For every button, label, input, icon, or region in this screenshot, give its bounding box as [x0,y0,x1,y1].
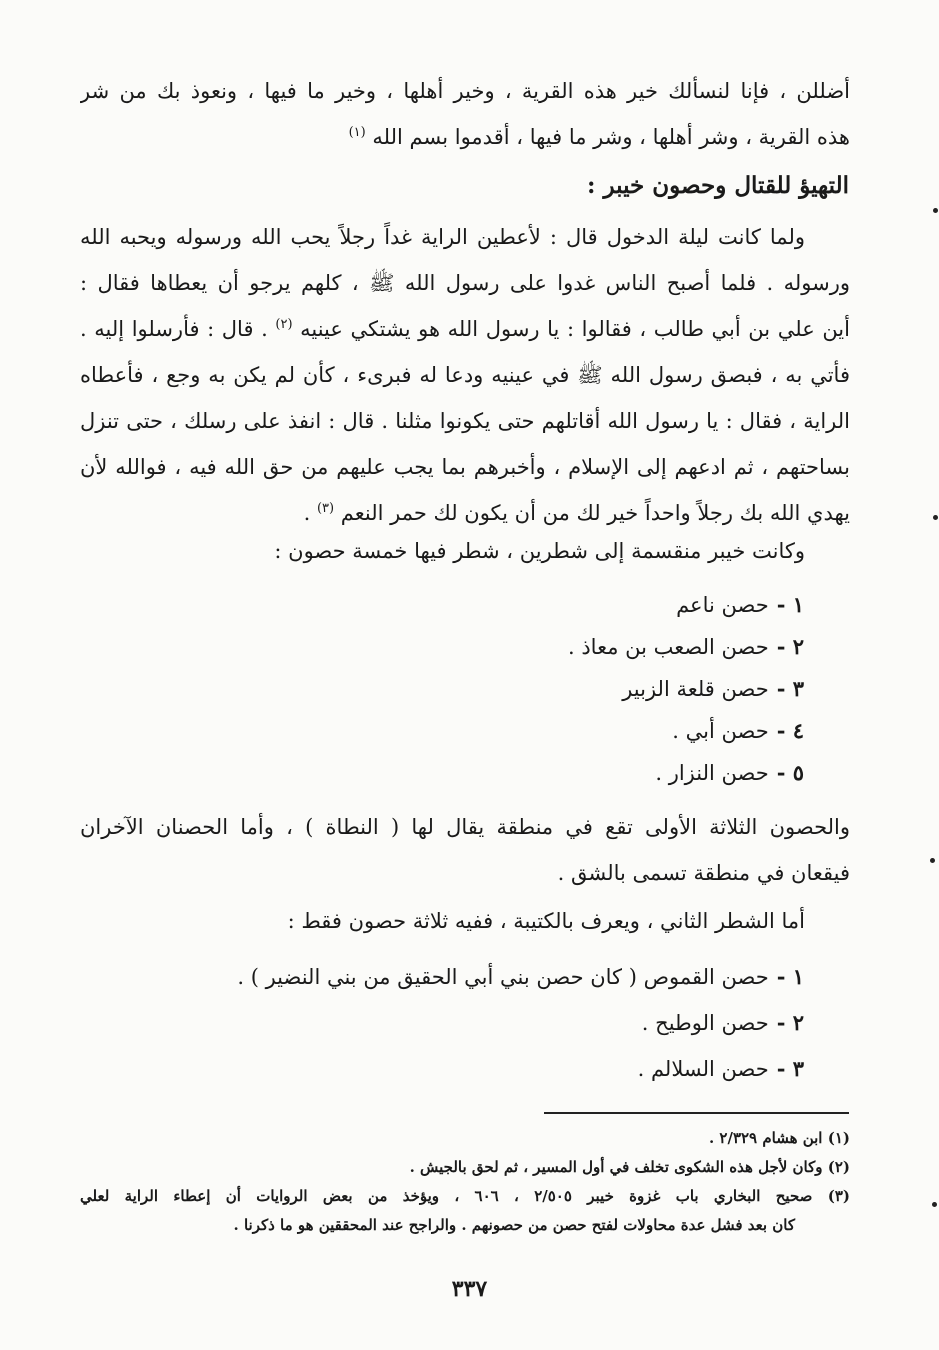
footnote-continuation: كان بعد فشل عدة محاولات لفتح حصن من حصونهم . والراجح عند المحققين هو ما ذكرنا . [233,1216,795,1234]
footnote-ref: (٢) [827,1158,850,1176]
text-line: أما الشطر الثاني ، ويعرف بالكتيبة ، ففيه ثلاثة حصون فقط : [287,909,805,933]
scan-speck [932,1202,937,1207]
footnote-divider [544,1112,849,1114]
list-text: حصن النزار . [655,761,769,785]
text-line: ولما كانت ليلة الدخول قال : لأعطين الراية غداً رجلاً يحب الله ورسوله ويحبه الله [80,225,805,249]
list-text: حصن ناعم [676,593,769,617]
intro-paragraph [80,68,850,160]
text-line: والحصون الثلاثة الأولى تقع في منطقة يقال لها ( النطاة ) ، وأما الحصنان الآخران [80,815,850,839]
list-item [237,1046,804,1092]
list-item [568,710,804,752]
scan-speck [933,208,938,213]
footnote-text: صحيح البخاري باب غزوة خيبر ٢/٥٠٥ ، ٦٠٦ ، ويؤخذ من بعض الروايات أن إعطاء الراية لعلي [80,1187,813,1205]
text-line: بساحتهم ، ثم ادعهم إلى الإسلام ، وأخبرهم بما يجب عليهم من حق الله فيه ، فوالله لأن [80,455,850,479]
footnote-ref: (١) [348,125,366,140]
footnote [80,1182,850,1211]
text-line: فأتي به ، فبصق رسول الله ﷺ في عينيه ودعا له فبرىء ، كأن لم يكن به وجع ، فأعطاه [80,363,850,387]
scan-speck [933,515,938,520]
second-half-paragraph [80,898,850,944]
footnote-ref: (٣) [827,1187,850,1205]
list-number: ١ - [776,964,804,989]
list-number: ٤ - [776,718,804,743]
footnote-ref: (٣) [316,501,335,516]
list-item [237,954,804,1000]
list-number: ٣ - [776,1056,804,1081]
list-item [568,668,804,710]
list-item [237,1000,804,1046]
list-item [568,752,804,794]
list-number: ٢ - [776,634,804,659]
text-segment: . قال : فأرسلوا إليه . [80,317,268,341]
natah-paragraph [80,804,850,896]
scan-speck [930,858,935,863]
list-item [568,626,804,668]
list-text: حصن قلعة الزبير [622,677,769,701]
forts-list-first [568,584,804,794]
text-line: أضللن ، فإنا لنسألك خير هذه القرية ، وخير أهلها ، وخير ما فيها ، ونعوذ بك من شر [80,79,850,103]
footnote-text: وكان لأجل هذه الشكوى تخلف في أول المسير ، ثم لحق بالجيش . [409,1158,823,1176]
text-line [80,114,850,160]
list-text: حصن الوطيح . [641,1011,769,1035]
list-text: حصن أبي . [672,719,769,743]
text-line: وكانت خيبر منقسمة إلى شطرين ، شطر فيها خمسة حصون : [274,539,805,563]
night-paragraph [80,214,850,536]
footnote-ref: (٢) [275,317,293,332]
list-number: ٥ - [776,760,804,785]
list-text: حصن القموص ( كان حصن بني أبي الحقيق من بني النضير ) . [237,965,769,989]
footnote [80,1153,850,1182]
list-number: ٣ - [776,676,804,701]
footnote-text: ابن هشام ٢/٣٢٩ . [708,1129,823,1147]
list-text: حصن السلالم . [637,1057,769,1081]
footnote [80,1124,850,1153]
list-text: حصن الصعب بن معاذ . [567,635,769,659]
footnote-ref: (١) [827,1129,850,1147]
text-line: الراية ، فقال : يا رسول الله أقاتلهم حتى يكونوا مثلنا . قال : انفذ على رسلك ، حتى تنزل [80,409,850,433]
list-item [568,584,804,626]
section-heading: التهيؤ للقتال وحصون خيبر : [586,172,849,199]
text-line: ورسوله . فلما أصبح الناس غدوا على رسول الله ﷺ ، كلهم يرجو أن يعطاها فقال : [80,271,850,295]
text-line: يهدي الله بك رجلاً واحداً خير لك من أن يكون لك حمر النعم $^{(٣)}$ . [303,501,850,525]
text-segment: يهدي الله بك رجلاً واحداً خير لك من أن يكون لك حمر النعم [340,501,850,525]
forts-list-second [237,954,804,1092]
text-segment: هذه القرية ، وشر أهلها ، وشر ما فيها ، أقدموا بسم الله [372,125,850,149]
list-number: ١ - [776,592,804,617]
page-number: ٣٣٧ [451,1276,488,1302]
text-line: فيقعان في منطقة تسمى بالشق . [557,861,850,885]
text-segment: أين علي بن أبي طالب ، فقالوا : يا رسول الله هو يشتكي عينيه [300,317,850,341]
khaybar-divided-paragraph [80,528,850,574]
list-number: ٢ - [776,1010,804,1035]
footnotes [80,1124,850,1240]
text-line [80,306,850,352]
